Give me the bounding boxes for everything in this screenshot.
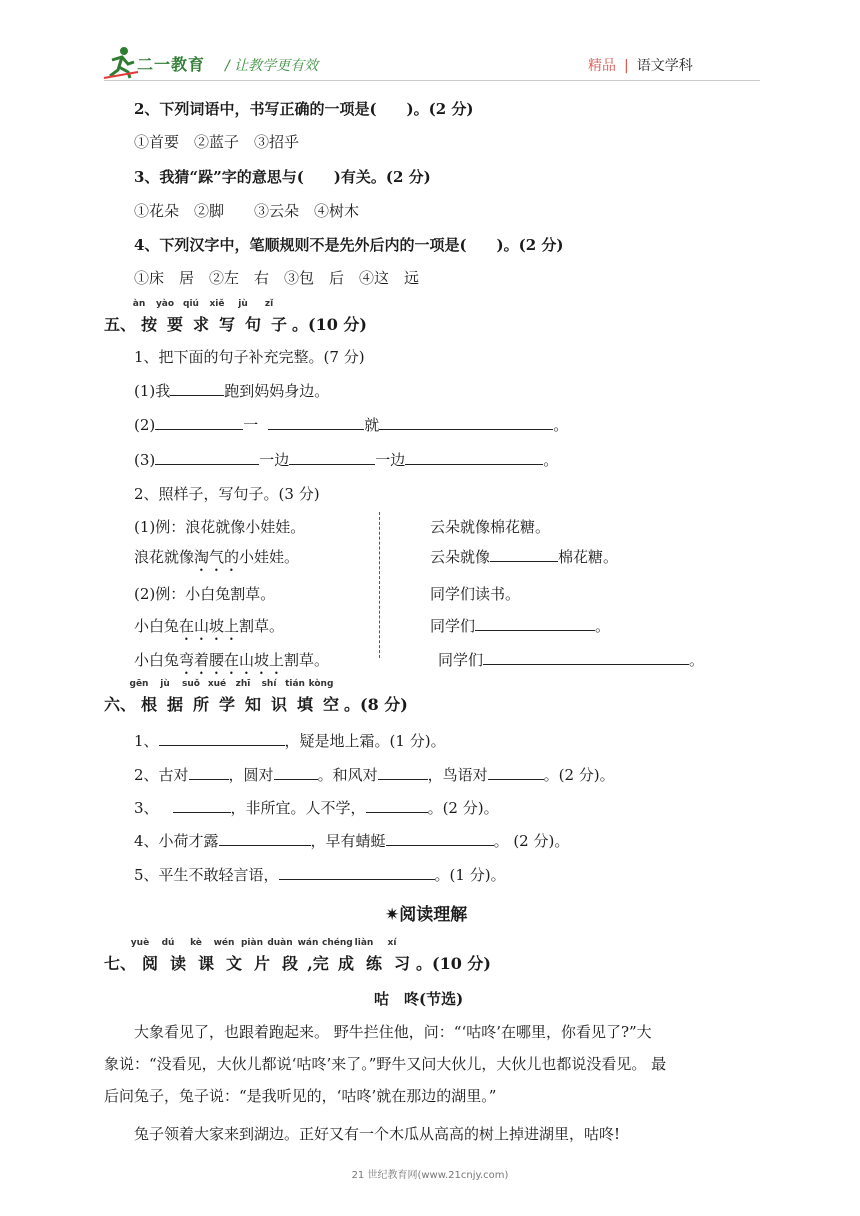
line-text: 5、平生不敢轻言语， xyxy=(134,866,279,884)
sec5-pinyin: yào xyxy=(155,299,175,309)
sec7-char: 课 xyxy=(198,954,215,973)
fill-line-3 xyxy=(134,797,499,818)
exercise-2-line-2 xyxy=(430,615,610,636)
answer-blank[interactable] xyxy=(488,765,544,780)
sec7-char: 成 xyxy=(338,954,355,973)
answer-blank[interactable] xyxy=(289,450,375,465)
section-6-heading xyxy=(104,692,408,715)
line-text: 。(2 分)。 xyxy=(543,766,615,784)
sec5-char: 写 xyxy=(219,315,236,334)
sentence-3-end: 。 xyxy=(543,451,559,469)
answer-blank[interactable] xyxy=(279,865,435,880)
answer-blank[interactable] xyxy=(366,798,428,813)
line-text: 。 (2 分)。 xyxy=(493,832,570,850)
sec7-char: ,完 xyxy=(307,954,329,973)
brand-name: 二一教育 xyxy=(137,55,206,74)
fill-sentence-3 xyxy=(134,449,558,470)
exercise-text: 同学们 xyxy=(430,617,476,635)
answer-blank[interactable] xyxy=(490,547,558,562)
emphasized-text: 在山坡上 xyxy=(179,617,240,635)
line-text: 4、小荷才露 xyxy=(134,832,219,850)
answer-blank[interactable] xyxy=(405,450,543,465)
line-number: 3、 xyxy=(134,799,159,817)
example-1-line-1: (1)例：浪花就像小娃娃。 xyxy=(134,518,306,536)
emphasized-text: 淘气的 xyxy=(194,548,240,566)
example-2-line-2 xyxy=(134,615,284,644)
sec7-pinyin: chéng xyxy=(322,938,353,948)
sec7-char: 片 xyxy=(254,954,271,973)
sec6-pinyin: tián xyxy=(285,679,305,689)
fill-line-4 xyxy=(134,830,569,851)
sec5-pinyin: zǐ xyxy=(264,299,274,309)
line-text: ，鸟语对 xyxy=(427,766,488,784)
header-divider: | xyxy=(624,58,629,74)
exercise-text: 棉花糖。 xyxy=(558,548,619,566)
sec5-char: 按 xyxy=(141,315,158,334)
question-4-options: ①床 居 ②左 右 ③包 后 ④这 远 xyxy=(134,269,420,287)
question-4: 4、下列汉字中，笔顺规则不是先外后内的一项是( )。(2 分) xyxy=(134,236,564,254)
answer-blank[interactable] xyxy=(379,415,553,430)
sub-question-2: 2、照样子，写句子。(3 分) xyxy=(134,485,320,503)
line-text: 2、古对 xyxy=(134,766,189,784)
sec6-char: 所 xyxy=(193,695,210,714)
sentence-1-start: (1)我 xyxy=(134,382,171,400)
exercise-2-line-3 xyxy=(438,649,704,670)
exercise-1-line-1: 云朵就像棉花糖。 xyxy=(430,518,551,536)
sec7-pinyin: wán xyxy=(297,938,319,948)
answer-blank[interactable] xyxy=(483,650,689,665)
header-right xyxy=(588,55,693,75)
sec6-char: 填 xyxy=(297,695,314,714)
passage-line-3: 后问兔子，兔子说：“是我听见的，‘咕咚’就在那边的湖里。” xyxy=(104,1087,497,1105)
fill-line-2 xyxy=(134,764,615,785)
example-text: 割草。 xyxy=(239,617,285,635)
sec5-pinyin: qiú xyxy=(183,299,199,309)
passage-title: 咕 咚(节选) xyxy=(374,990,464,1008)
sentence-3-yibian-1: 一边 xyxy=(259,451,290,469)
section-6-score: 。(8 分) xyxy=(344,695,408,714)
example-2-line-3 xyxy=(134,649,329,678)
answer-blank[interactable] xyxy=(274,765,318,780)
section-6-prefix: 六、 xyxy=(104,695,137,714)
sec6-pinyin: shí xyxy=(261,679,277,689)
line-text: ，早有蜻蜓 xyxy=(310,832,386,850)
answer-blank[interactable] xyxy=(268,415,364,430)
example-text: 小娃娃。 xyxy=(239,548,300,566)
sec6-pinyin: gēn xyxy=(129,679,149,689)
fill-line-5 xyxy=(134,864,506,885)
sec6-char: 知 xyxy=(245,695,262,714)
fill-sentence-2 xyxy=(134,414,568,435)
line-text: ，疑是地上霜。(1 分)。 xyxy=(284,732,446,750)
fill-sentence-1 xyxy=(134,380,329,401)
sec6-char: 根 xyxy=(141,695,158,714)
sec7-pinyin: yuè xyxy=(130,938,150,948)
example-text: 割草。 xyxy=(284,651,330,669)
sec7-char: 练 xyxy=(366,954,383,973)
sec5-pinyin: àn xyxy=(132,299,146,309)
passage-line-4: 兔子领着大家来到湖边。正好又有一个木瓜从高高的树上掉进湖里，咕咚! xyxy=(134,1125,621,1143)
answer-blank[interactable] xyxy=(170,381,224,396)
exercise-text: 云朵就像 xyxy=(430,548,491,566)
example-1-line-2 xyxy=(134,546,299,575)
exercise-text: 。 xyxy=(595,617,611,635)
question-2-options: ①首要 ②蓝子 ③招乎 xyxy=(134,133,300,151)
sec6-pinyin: zhī xyxy=(235,679,251,689)
answer-blank[interactable] xyxy=(189,765,229,780)
sec6-char: 据 xyxy=(167,695,184,714)
example-text: 小白兔 xyxy=(134,617,180,635)
sec7-char: 段 xyxy=(282,954,299,973)
page-footer: 21 世纪教育网(www.21cnjy.com) xyxy=(351,1170,509,1181)
answer-blank[interactable] xyxy=(378,765,428,780)
sec5-pinyin: jù xyxy=(238,299,248,309)
line-number: 1、 xyxy=(134,732,159,750)
sec7-pinyin: liàn xyxy=(354,938,374,948)
answer-blank[interactable] xyxy=(475,616,595,631)
exercise-text: 。 xyxy=(689,651,705,669)
sec5-char: 句 xyxy=(245,315,262,334)
reading-section-title: ✷阅读理解 xyxy=(385,905,468,925)
answer-blank[interactable] xyxy=(155,415,243,430)
exercise-1-line-2 xyxy=(430,546,618,567)
section-6-title xyxy=(136,695,344,714)
runner-logo-icon xyxy=(102,42,142,82)
example-2-line-1: (2)例：小白兔割草。 xyxy=(134,585,276,603)
sec7-char: 阅 xyxy=(142,954,159,973)
sec6-char: 识 xyxy=(271,695,288,714)
section-7-prefix: 七、 xyxy=(104,954,137,973)
section-5-title xyxy=(136,315,292,334)
sec6-pinyin: kòng xyxy=(308,679,334,689)
sec6-pinyin: suǒ xyxy=(182,679,200,689)
sub-question-1: 1、把下面的句子补充完整。(7 分) xyxy=(134,348,365,366)
sec7-pinyin: duàn xyxy=(267,938,293,948)
answer-blank[interactable] xyxy=(219,831,311,846)
sec5-char: 子 xyxy=(271,315,288,334)
sec7-pinyin: piàn xyxy=(240,938,263,948)
answer-blank[interactable] xyxy=(159,731,285,746)
sec7-pinyin: wén xyxy=(213,938,235,948)
passage-line-1: 大象看见了，也跟着跑起来。 野牛拦住他，问：“‘咕咚’在哪里，你看见了?”大 xyxy=(134,1023,652,1041)
line-text: 。(1 分)。 xyxy=(434,866,506,884)
header-rule xyxy=(104,80,760,81)
sec7-char: 文 xyxy=(226,954,243,973)
question-3: 3、我猜“跺”字的意思与( )有关。(2 分) xyxy=(134,168,431,186)
section-5-score: 。(10 分) xyxy=(292,315,367,334)
sec6-pinyin: xué xyxy=(207,679,227,689)
sec5-char: 要 xyxy=(167,315,184,334)
passage-line-2: 象说：“没看见，大伙儿都说‘咕咚’来了。”野牛又问大伙儿，大伙儿也都说没看见。 最 xyxy=(104,1055,667,1073)
sec7-pinyin: dú xyxy=(161,938,175,948)
sentence-2-end: 。 xyxy=(553,416,569,434)
line-text: ，圆对 xyxy=(228,766,274,784)
sentence-1-end: 跑到妈妈身边。 xyxy=(224,382,330,400)
question-2: 2、下列词语中，书写正确的一项是( )。(2 分) xyxy=(134,100,474,118)
sec6-char: 学 xyxy=(219,695,236,714)
sec7-char: 读 xyxy=(170,954,187,973)
brand-slogan: / 让教学更有效 xyxy=(225,58,319,74)
sec6-char: 空 xyxy=(323,695,340,714)
premium-tag: 精品 xyxy=(588,58,616,74)
sentence-3-number: (3) xyxy=(134,451,156,469)
sentence-2-number: (2) xyxy=(134,416,156,434)
section-7-title xyxy=(136,954,416,973)
example-text: 小白兔 xyxy=(134,651,180,669)
emphasized-text: 在山坡上 xyxy=(224,651,285,669)
line-text: 。(2 分)。 xyxy=(427,799,499,817)
section-7-heading xyxy=(104,951,491,974)
sec5-char: 求 xyxy=(193,315,210,334)
fill-line-1 xyxy=(134,730,446,751)
example-text: 浪花就像 xyxy=(134,548,195,566)
section-5-heading xyxy=(104,312,367,335)
column-divider xyxy=(379,512,380,658)
sec7-pinyin: kè xyxy=(190,938,202,948)
question-3-options: ①花朵 ②脚 ③云朵 ④树木 xyxy=(134,202,360,220)
answer-blank[interactable] xyxy=(386,831,494,846)
exercise-2-line-1: 同学们读书。 xyxy=(430,585,521,603)
exercise-text: 同学们 xyxy=(438,651,484,669)
sentence-3-yibian-2: 一边 xyxy=(375,451,406,469)
section-7-score: 。(10 分) xyxy=(416,954,491,973)
line-text: 。和风对 xyxy=(317,766,378,784)
sentence-2-yi: 一 xyxy=(243,416,259,434)
sec5-pinyin: xiě xyxy=(209,299,225,309)
emphasized-text: 弯着腰 xyxy=(179,651,225,669)
sec6-pinyin: jù xyxy=(160,679,170,689)
sentence-2-jiu: 就 xyxy=(364,416,380,434)
line-text: ，非所宜。人不学， xyxy=(230,799,366,817)
subject-label: 语文学科 xyxy=(636,58,693,74)
sec7-char: 习 xyxy=(394,954,411,973)
section-5-prefix: 五、 xyxy=(104,315,137,334)
answer-blank[interactable] xyxy=(173,798,231,813)
sec7-pinyin: xí xyxy=(387,938,397,948)
answer-blank[interactable] xyxy=(155,450,259,465)
